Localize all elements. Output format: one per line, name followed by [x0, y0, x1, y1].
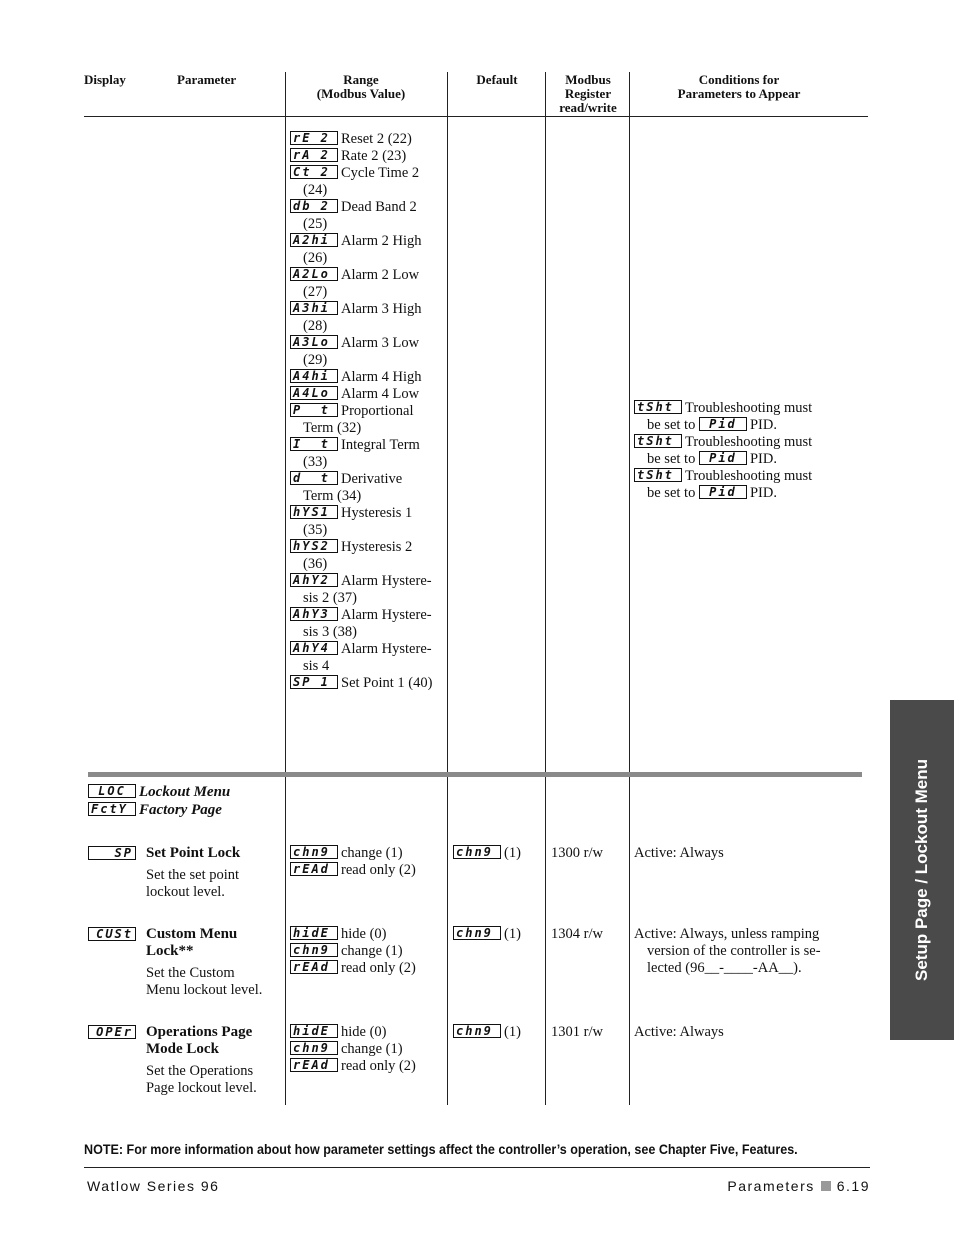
condition-line [634, 468, 854, 485]
section-desc-l2: Menu lockout level. [146, 982, 263, 998]
section-description [146, 1063, 281, 1097]
lcd-option-icon: chn9 [290, 943, 338, 957]
section-condition [634, 1024, 854, 1041]
range-item-continuation: Term (34) [303, 488, 362, 504]
section-desc-l1: Set the Custom [146, 965, 235, 981]
range-item-line [290, 148, 450, 165]
range-item-label: Reset 2 (22) [341, 131, 412, 147]
section-parameter [146, 926, 281, 999]
section-cond-l1: Active: Always [634, 1024, 724, 1040]
range-item-line [290, 573, 450, 590]
range-item-label: Alarm Hystere- [341, 607, 432, 623]
range-item [290, 675, 450, 692]
range-item-label: Derivative [341, 471, 403, 487]
condition-text: Troubleshooting must [685, 468, 813, 484]
section-title: Operations Page [146, 1024, 253, 1040]
lcd-option-icon: hidE [290, 926, 338, 940]
range-item-continuation: (26) [303, 250, 328, 266]
range-item-line [290, 471, 450, 488]
condition-pre: be set to [647, 451, 696, 467]
range-item [290, 131, 450, 148]
lcd-code-icon: A2Lo [290, 267, 338, 281]
range-item-continuation: (25) [303, 216, 328, 232]
range-item [290, 165, 450, 199]
section-parameter [146, 1024, 281, 1097]
range-item-label: Cycle Time 2 [341, 165, 420, 181]
lcd-display-icon: OPEr [88, 1025, 136, 1039]
section-modbus: 1301 r/w [551, 1024, 603, 1040]
section-title-l2: Mode Lock [146, 1041, 219, 1057]
lcd-loc-icon: LOC [88, 784, 136, 798]
section-desc-l2: lockout level. [146, 884, 225, 900]
section-cond-l1: Active: Always, unless ramping [634, 926, 820, 942]
section-modbus: 1304 r/w [551, 926, 603, 942]
header-modbus-l2: Register [564, 86, 612, 101]
footer-right [727, 1178, 870, 1194]
range-option [290, 1024, 450, 1041]
header-range [286, 73, 436, 101]
section-cond-l1: Active: Always [634, 845, 724, 861]
range-option-label: read only (2) [341, 862, 416, 878]
range-item-label: Alarm Hystere- [341, 641, 432, 657]
lcd-code-icon: AhY4 [290, 641, 338, 655]
lcd-display-icon: CUSt [88, 927, 136, 941]
section-description [146, 867, 281, 901]
header-rule [84, 116, 868, 117]
section-cond-l3: lected (96__-____-AA__). [647, 960, 802, 976]
section-condition [634, 845, 854, 862]
lcd-tsht-icon: tSht [634, 468, 682, 482]
lcd-display-icon: SP [88, 846, 136, 860]
range-item-line [290, 165, 450, 182]
condition-item [634, 468, 854, 502]
range-item-line [290, 403, 450, 420]
range-item-continuation: sis 2 (37) [303, 590, 357, 606]
range-item [290, 573, 450, 607]
range-option [290, 862, 450, 879]
footer-section: Parameters [727, 1178, 815, 1194]
range-item-label: Alarm 3 Low [341, 335, 420, 351]
default-value: (1) [504, 926, 521, 942]
range-item-line [290, 335, 450, 352]
footer-rule [84, 1167, 870, 1168]
range-item-continuation: (28) [303, 318, 328, 334]
section-desc-l1: Set the set point [146, 867, 240, 883]
condition-item [634, 400, 854, 434]
range-item [290, 641, 450, 675]
range-item-label: Alarm 4 High [341, 369, 422, 385]
range-item-line [290, 131, 450, 148]
range-item-line [290, 641, 450, 658]
condition-post: PID. [749, 485, 777, 501]
header-default: Default [476, 72, 518, 87]
factory-page-title: Factory Page [139, 802, 222, 818]
range-item-label: Rate 2 (23) [341, 148, 407, 164]
lcd-option-icon: rEAd [290, 1058, 338, 1072]
lcd-default-icon: chn9 [453, 845, 501, 859]
lcd-code-icon: A4hi [290, 369, 338, 383]
range-item [290, 369, 450, 386]
range-item-label: Alarm 3 High [341, 301, 422, 317]
header-display: Display [84, 72, 126, 87]
range-item [290, 437, 450, 471]
lcd-pid-icon: Pid [699, 417, 747, 431]
range-item-line [290, 607, 450, 624]
default-value: (1) [504, 845, 521, 861]
condition-post: PID. [749, 451, 777, 467]
range-item-line [290, 675, 450, 692]
range-option-label: change (1) [341, 1041, 403, 1057]
section-display [88, 845, 139, 863]
lcd-option-icon: rEAd [290, 960, 338, 974]
range-option [290, 1058, 450, 1075]
col-divider-modbus [545, 72, 546, 1105]
condition-pre: be set to [647, 417, 696, 433]
lcd-code-icon: d t [290, 471, 338, 485]
header-modbus-l1: Modbus [565, 72, 611, 87]
range-item-label: Proportional [341, 403, 414, 419]
range-item [290, 607, 450, 641]
section-default [453, 845, 521, 862]
lcd-code-icon: rA 2 [290, 148, 338, 162]
range-item [290, 505, 450, 539]
range-item-label: Alarm 4 Low [341, 386, 420, 402]
range-option-label: hide (0) [341, 926, 387, 942]
range-item-label: Dead Band 2 [341, 199, 417, 215]
section-default [453, 926, 521, 943]
lcd-pid-icon: Pid [699, 485, 747, 499]
lcd-tsht-icon: tSht [634, 400, 682, 414]
side-tab-label: Setup Page / Lockout Menu [912, 759, 931, 981]
lcd-code-icon: P t [290, 403, 338, 417]
condition-line [634, 434, 854, 451]
lcd-code-icon: A2hi [290, 233, 338, 247]
range-item-label: Hysteresis 2 [341, 539, 413, 555]
condition-post: PID. [749, 417, 777, 433]
range-item [290, 471, 450, 505]
range-option-label: change (1) [341, 943, 403, 959]
range-item [290, 233, 450, 267]
lcd-fcty-icon: FctY [88, 802, 136, 816]
range-item-continuation: (36) [303, 556, 328, 572]
lcd-pid-icon: Pid [699, 451, 747, 465]
range-item-line [290, 267, 450, 284]
range-item-continuation: (24) [303, 182, 328, 198]
section-desc-l2: Page lockout level. [146, 1080, 257, 1096]
lcd-option-icon: hidE [290, 1024, 338, 1038]
range-item-line [290, 505, 450, 522]
range-item-continuation: (27) [303, 284, 328, 300]
range-item-line [290, 386, 450, 403]
range-item-label: Alarm Hystere- [341, 573, 432, 589]
range-option-label: read only (2) [341, 1058, 416, 1074]
lcd-code-icon: SP 1 [290, 675, 338, 689]
lcd-option-icon: chn9 [290, 1041, 338, 1055]
range-option-label: hide (0) [341, 1024, 387, 1040]
range-option [290, 845, 450, 862]
range-item [290, 267, 450, 301]
header-cond-l1: Conditions for [698, 72, 780, 87]
lcd-code-icon: Ct 2 [290, 165, 338, 179]
condition-item [634, 434, 854, 468]
range-item-continuation: sis 3 (38) [303, 624, 357, 640]
range-option [290, 960, 450, 977]
lcd-code-icon: AhY2 [290, 573, 338, 587]
condition-line [634, 417, 854, 434]
range-item-line [290, 233, 450, 250]
lcd-default-icon: chn9 [453, 926, 501, 940]
lcd-code-icon: AhY3 [290, 607, 338, 621]
col-divider-range [285, 72, 286, 1105]
range-item-continuation: Term (32) [303, 420, 362, 436]
section-default [453, 1024, 521, 1041]
range-item-label: Alarm 2 High [341, 233, 422, 249]
side-tab [890, 700, 954, 1040]
section-parameter [146, 845, 281, 901]
col-divider-conditions [629, 72, 630, 1105]
range-item-continuation: (29) [303, 352, 328, 368]
range-item [290, 199, 450, 233]
lcd-code-icon: rE 2 [290, 131, 338, 145]
default-value: (1) [504, 1024, 521, 1040]
section-modbus: 1300 r/w [551, 845, 603, 861]
lcd-option-icon: chn9 [290, 845, 338, 859]
range-item [290, 539, 450, 573]
condition-pre: be set to [647, 485, 696, 501]
range-item-line [290, 437, 450, 454]
lcd-code-icon: A4Lo [290, 386, 338, 400]
section-description [146, 965, 281, 999]
footer-page-number: 6.19 [836, 1178, 870, 1194]
range-item [290, 386, 450, 403]
range-item [290, 335, 450, 369]
section-title: Custom Menu [146, 926, 238, 942]
section-desc-l1: Set the Operations [146, 1063, 254, 1079]
range-item-line [290, 369, 450, 386]
range-item-line [290, 199, 450, 216]
factory-page-row [88, 801, 230, 819]
section-title-l2: Lock** [146, 943, 194, 959]
section-condition [634, 926, 854, 977]
range-item-label: Alarm 2 Low [341, 267, 420, 283]
lcd-code-icon: hYS2 [290, 539, 338, 553]
range-item-continuation: sis 4 [303, 658, 330, 674]
lcd-code-icon: A3hi [290, 301, 338, 315]
section-display [88, 926, 139, 944]
lcd-option-icon: rEAd [290, 862, 338, 876]
lcd-code-icon: db 2 [290, 199, 338, 213]
section-display [88, 1024, 139, 1042]
header-range-l2: (Modbus Value) [316, 86, 406, 101]
range-item-continuation: (33) [303, 454, 328, 470]
condition-text: Troubleshooting must [685, 434, 813, 450]
footer-left: Watlow Series 96 [87, 1178, 220, 1194]
range-option [290, 943, 450, 960]
section-cond-l2: version of the controller is se- [647, 943, 821, 959]
lcd-default-icon: chn9 [453, 1024, 501, 1038]
condition-line [634, 485, 854, 502]
header-cond-l2: Parameters to Appear [677, 86, 801, 101]
section-separator-bar [88, 772, 862, 777]
range-item-line [290, 539, 450, 556]
range-item [290, 301, 450, 335]
condition-line [634, 400, 854, 417]
range-item-label: Hysteresis 1 [341, 505, 413, 521]
range-item-line [290, 301, 450, 318]
range-item-label: Integral Term [341, 437, 420, 453]
lcd-code-icon: A3Lo [290, 335, 338, 349]
condition-text: Troubleshooting must [685, 400, 813, 416]
range-item-label: Set Point 1 (40) [341, 675, 433, 691]
condition-line [634, 451, 854, 468]
lcd-tsht-icon: tSht [634, 434, 682, 448]
lcd-code-icon: hYS1 [290, 505, 338, 519]
lockout-menu-title: Lockout Menu [139, 784, 231, 800]
range-item-continuation: (35) [303, 522, 328, 538]
range-option-label: read only (2) [341, 960, 416, 976]
header-range-l1: Range [343, 72, 379, 87]
note-text: NOTE: For more information about how parameter settings affect the controller’s operation, see Chapter Five, Features. [84, 1142, 798, 1157]
header-conditions [630, 73, 848, 101]
lockout-menu-row [88, 783, 230, 801]
range-item [290, 403, 450, 437]
square-icon [821, 1181, 831, 1191]
header-modbus [546, 73, 630, 115]
range-item [290, 148, 450, 165]
lcd-code-icon: I t [290, 437, 338, 451]
section-title: Set Point Lock [146, 845, 241, 861]
lockout-menu-header [88, 783, 230, 819]
header-modbus-l3: read/write [559, 100, 617, 115]
header-parameter: Parameter [177, 72, 237, 87]
range-option-label: change (1) [341, 845, 403, 861]
range-option [290, 1041, 450, 1058]
range-option [290, 926, 450, 943]
